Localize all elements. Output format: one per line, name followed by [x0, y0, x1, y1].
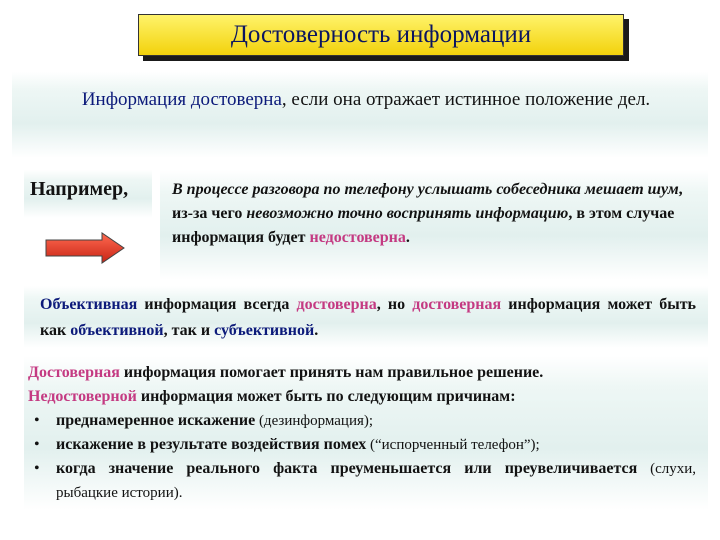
reasons-term-unreliable: Недостоверной — [28, 388, 137, 405]
example-part-3: невозможно точно воспринять информацию — [246, 205, 569, 222]
reasons-line-1-rest: информация помогает принять нам правильное решение. — [119, 364, 544, 381]
definition-term: Информация достоверна — [81, 89, 282, 110]
objective-part-4: , но — [376, 296, 413, 313]
reasons-term-reliable: Достоверная — [28, 364, 120, 381]
example-part-5: недостоверна — [309, 229, 406, 246]
objective-part-1: Объективная — [40, 296, 138, 313]
objective-part-7: объективной — [70, 322, 164, 339]
list-item-note: (слухи, рыбацкие истории). — [56, 461, 696, 501]
objective-part-6: информация может быть как — [40, 296, 697, 339]
objective-part-5: достоверная — [412, 296, 502, 313]
objective-part-8: , так и — [163, 322, 215, 339]
objective-part-9: субъективной — [214, 322, 315, 339]
definition-band — [12, 72, 708, 158]
right-arrow-icon — [44, 231, 126, 265]
example-label: Например, — [30, 178, 129, 200]
definition-rest: , если она отражает истинное положение дел. — [281, 89, 651, 110]
objective-text — [40, 292, 696, 344]
definition-text — [30, 86, 702, 113]
reasons-line-2 — [28, 385, 696, 409]
example-part-2: , из-за чего — [172, 181, 683, 222]
title-banner — [138, 14, 624, 56]
objective-part-3: достоверна — [296, 296, 377, 313]
example-part-6: . — [405, 229, 410, 246]
list-item-text: преднамеренное искажение — [56, 412, 256, 429]
list-item — [28, 433, 696, 457]
list-item — [28, 409, 696, 433]
bullet-icon: • — [34, 412, 40, 429]
list-item-note: (дезинформация); — [255, 413, 374, 429]
bullet-icon: • — [34, 436, 40, 453]
objective-part-2: информация всегда — [137, 296, 297, 313]
example-part-1: В процессе разговора по телефону услышать собеседника мешает шум — [172, 181, 679, 198]
list-item-text: когда значение реального факта преуменьшается или преувеличивается — [56, 460, 638, 477]
reasons-line-1 — [28, 361, 696, 385]
reasons-line-2-rest: информация может быть по следующим причинам: — [136, 388, 516, 405]
reasons-text — [28, 361, 696, 505]
page-title: Достоверность информации — [138, 14, 624, 56]
bullet-icon: • — [34, 460, 40, 477]
example-text — [172, 178, 702, 250]
list-item-note: (“испорченный телефон”); — [366, 437, 540, 453]
example-part-4: , в этом случае информация будет — [172, 205, 675, 246]
list-item — [28, 457, 696, 505]
list-item-text: искажение в результате воздействия помех — [56, 436, 367, 453]
objective-part-10: . — [314, 322, 319, 339]
